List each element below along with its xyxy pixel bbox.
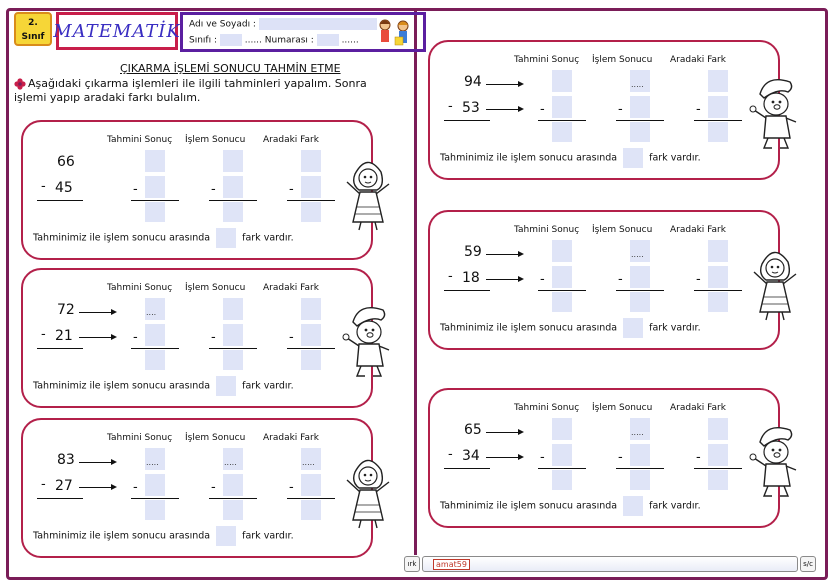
ones-digit-box[interactable]	[301, 474, 321, 496]
answer-line	[131, 348, 179, 349]
answer-box[interactable]	[630, 122, 650, 142]
bottom-toolbar	[402, 553, 822, 575]
minus-sign: -	[41, 179, 46, 194]
answer-box[interactable]	[223, 350, 243, 370]
tens-digit-box[interactable]	[552, 70, 572, 92]
ones-digit-box[interactable]	[552, 96, 572, 118]
ones-digit-box[interactable]	[301, 176, 321, 198]
subject-title-box	[53, 12, 181, 50]
answer-line	[209, 498, 257, 499]
answer-line	[287, 498, 335, 499]
minus-sign: -	[618, 102, 623, 117]
exercise-card	[428, 40, 780, 180]
answer-box[interactable]	[223, 202, 243, 222]
sentence-before: Tahminimiz ile işlem sonucu arasında	[33, 530, 211, 542]
operation-line	[444, 120, 490, 121]
minuend-number: 72	[57, 302, 75, 318]
column-header-result: İşlem Sonucu	[592, 225, 653, 235]
number-field[interactable]	[317, 34, 339, 46]
ones-digit-box[interactable]	[708, 444, 728, 466]
answer-box[interactable]	[145, 350, 165, 370]
column-header-estimate: Tahmini Sonuç	[514, 403, 580, 413]
column-header-difference: Aradaki Fark	[263, 283, 319, 293]
exercise-card	[21, 418, 373, 558]
column-header-result: İşlem Sonucu	[592, 55, 653, 65]
answer-box[interactable]	[708, 292, 728, 312]
exercise-card	[428, 210, 780, 350]
subtrahend-number: 45	[55, 180, 73, 196]
ones-digit-box[interactable]	[145, 176, 165, 198]
result-sentence	[440, 496, 701, 516]
column-header-difference: Aradaki Fark	[263, 135, 319, 145]
arrow-to-estimate	[79, 462, 115, 463]
operation-line	[444, 290, 490, 291]
minus-sign: -	[448, 99, 453, 114]
kids-icon	[373, 17, 417, 49]
answer-box[interactable]	[301, 202, 321, 222]
tens-digit-box[interactable]	[223, 150, 243, 172]
placeholder-dots: .....	[631, 428, 644, 437]
student-info-box	[180, 12, 426, 52]
ones-digit-box[interactable]	[630, 266, 650, 288]
answer-box[interactable]	[145, 500, 165, 520]
column-header-result: İşlem Sonucu	[592, 403, 653, 413]
ones-digit-box[interactable]	[552, 266, 572, 288]
column-header-difference: Aradaki Fark	[670, 403, 726, 413]
result-sentence	[440, 318, 701, 338]
column-header-estimate: Tahmini Sonuç	[107, 433, 173, 443]
answer-line	[209, 348, 257, 349]
number-label: Numarası :	[264, 35, 314, 46]
arrow-to-estimate	[486, 279, 522, 280]
answer-box[interactable]	[301, 500, 321, 520]
scroll-right-button[interactable]: s/c	[800, 556, 816, 572]
subtrahend-number: 34	[462, 448, 480, 464]
number-dots: ......	[341, 35, 359, 46]
answer-line	[616, 290, 664, 291]
minus-sign: -	[289, 330, 294, 345]
minus-sign: -	[289, 480, 294, 495]
girl-cartoon-icon	[341, 450, 393, 530]
minus-sign: -	[448, 447, 453, 462]
sentence-after: fark vardır.	[649, 152, 701, 164]
column-header-result: İşlem Sonucu	[185, 135, 246, 145]
grade-label: Sınıf	[21, 32, 45, 42]
exercise-card	[428, 388, 780, 528]
answer-box[interactable]	[145, 202, 165, 222]
instruction-line-2: işlemi yapıp aradaki farkı bulalım.	[14, 91, 201, 104]
ones-digit-box[interactable]	[145, 474, 165, 496]
ones-digit-box[interactable]	[223, 324, 243, 346]
arrow-to-estimate	[79, 312, 115, 313]
arrow-to-estimate	[79, 487, 115, 488]
girl-cartoon-icon	[748, 242, 800, 322]
column-header-estimate: Tahmini Sonuç	[514, 225, 580, 235]
ones-digit-box[interactable]	[552, 444, 572, 466]
minuend-number: 83	[57, 452, 75, 468]
minuend-number: 94	[464, 74, 482, 90]
answer-box[interactable]	[708, 470, 728, 490]
minus-sign: -	[540, 450, 545, 465]
answer-line	[131, 498, 179, 499]
grade-badge	[14, 12, 52, 46]
minus-sign: -	[618, 450, 623, 465]
sentence-after: fark vardır.	[242, 530, 294, 542]
minus-sign: -	[696, 272, 701, 287]
subtrahend-number: 53	[462, 100, 480, 116]
minus-sign: -	[211, 182, 216, 197]
difference-box[interactable]	[623, 496, 643, 516]
placeholder-dots: .....	[302, 458, 315, 467]
class-field[interactable]	[220, 34, 242, 46]
column-header-difference: Aradaki Fark	[670, 225, 726, 235]
instruction-title: ÇIKARMA İŞLEMİ SONUCU TAHMİN ETME	[120, 62, 341, 75]
result-sentence	[33, 228, 294, 248]
answer-line	[209, 200, 257, 201]
minus-sign: -	[41, 477, 46, 492]
sentence-before: Tahminimiz ile işlem sonucu arasında	[33, 380, 211, 392]
column-header-estimate: Tahmini Sonuç	[107, 135, 173, 145]
tens-digit-box[interactable]	[552, 240, 572, 262]
column-header-result: İşlem Sonucu	[185, 433, 246, 443]
operation-line	[37, 348, 83, 349]
arrow-to-estimate	[486, 457, 522, 458]
instruction-text	[14, 77, 404, 105]
difference-box[interactable]	[216, 228, 236, 248]
sentence-after: fark vardır.	[242, 232, 294, 244]
subtrahend-number: 21	[55, 328, 73, 344]
girl-cartoon-icon	[341, 152, 393, 232]
column-header-estimate: Tahmini Sonuç	[514, 55, 580, 65]
answer-box[interactable]	[708, 122, 728, 142]
placeholder-dots: .....	[224, 458, 237, 467]
name-field[interactable]	[259, 18, 377, 30]
answer-line	[616, 468, 664, 469]
minuend-number: 65	[464, 422, 482, 438]
minus-sign: -	[289, 182, 294, 197]
minus-sign: -	[133, 182, 138, 197]
result-sentence	[33, 526, 294, 546]
scroll-left-button[interactable]: ırk	[404, 556, 420, 572]
arrow-to-estimate	[486, 432, 522, 433]
placeholder-dots: .....	[146, 458, 159, 467]
answer-line	[538, 468, 586, 469]
ones-digit-box[interactable]	[708, 96, 728, 118]
class-number-row	[189, 34, 359, 46]
grade-number: 2.	[28, 18, 38, 28]
operation-line	[37, 498, 83, 499]
answer-line	[694, 290, 742, 291]
ones-digit-box[interactable]	[223, 176, 243, 198]
minus-sign: -	[618, 272, 623, 287]
ones-digit-box[interactable]	[630, 96, 650, 118]
sheet-tab-bar	[422, 556, 798, 572]
minus-sign: -	[133, 330, 138, 345]
arrow-to-estimate	[486, 254, 522, 255]
sentence-before: Tahminimiz ile işlem sonucu arasında	[440, 322, 618, 334]
difference-box[interactable]	[216, 376, 236, 396]
placeholder-dots: .....	[631, 80, 644, 89]
operation-line	[444, 468, 490, 469]
ones-digit-box[interactable]	[708, 266, 728, 288]
placeholder-dots: ....	[146, 308, 157, 317]
minus-sign: -	[41, 327, 46, 342]
arrow-to-estimate	[486, 84, 522, 85]
tens-digit-box[interactable]	[552, 418, 572, 440]
sentence-before: Tahminimiz ile işlem sonucu arasında	[33, 232, 211, 244]
answer-box[interactable]	[552, 122, 572, 142]
answer-line	[287, 348, 335, 349]
minus-sign: -	[133, 480, 138, 495]
sheet-tab[interactable]: amat59	[433, 559, 470, 570]
ones-digit-box[interactable]	[301, 324, 321, 346]
column-header-result: İşlem Sonucu	[185, 283, 246, 293]
subject-title: MATEMATİK	[53, 20, 181, 42]
minus-sign: -	[696, 450, 701, 465]
smurf-cartoon-icon	[341, 300, 393, 380]
placeholder-dots: .....	[631, 250, 644, 259]
ones-digit-box[interactable]	[223, 474, 243, 496]
tens-digit-box[interactable]	[223, 298, 243, 320]
minus-sign: -	[211, 330, 216, 345]
answer-box[interactable]	[552, 292, 572, 312]
tens-digit-box[interactable]	[301, 150, 321, 172]
sentence-after: fark vardır.	[649, 500, 701, 512]
difference-box[interactable]	[623, 318, 643, 338]
sentence-before: Tahminimiz ile işlem sonucu arasında	[440, 500, 618, 512]
tens-digit-box[interactable]	[708, 70, 728, 92]
subtrahend-number: 27	[55, 478, 73, 494]
result-sentence	[33, 376, 294, 396]
column-divider	[414, 10, 417, 555]
difference-box[interactable]	[623, 148, 643, 168]
flower-icon	[14, 78, 26, 90]
minus-sign: -	[696, 102, 701, 117]
column-header-difference: Aradaki Fark	[670, 55, 726, 65]
name-row	[189, 18, 377, 30]
answer-line	[616, 120, 664, 121]
class-dots: ......	[244, 35, 262, 46]
answer-line	[538, 120, 586, 121]
answer-box[interactable]	[552, 470, 572, 490]
name-label: Adı ve Soyadı :	[189, 19, 256, 30]
minuend-number: 66	[57, 154, 75, 170]
smurf-cartoon-icon	[748, 420, 800, 500]
minuend-number: 59	[464, 244, 482, 260]
ones-digit-box[interactable]	[630, 444, 650, 466]
exercise-card	[21, 268, 373, 408]
column-header-difference: Aradaki Fark	[263, 433, 319, 443]
exercise-card	[21, 120, 373, 260]
ones-digit-box[interactable]	[145, 324, 165, 346]
minus-sign: -	[540, 102, 545, 117]
answer-box[interactable]	[630, 292, 650, 312]
subtrahend-number: 18	[462, 270, 480, 286]
answer-box[interactable]	[630, 470, 650, 490]
answer-line	[131, 200, 179, 201]
difference-box[interactable]	[216, 526, 236, 546]
column-header-estimate: Tahmini Sonuç	[107, 283, 173, 293]
sentence-after: fark vardır.	[242, 380, 294, 392]
tens-digit-box[interactable]	[301, 298, 321, 320]
answer-line	[694, 468, 742, 469]
tens-digit-box[interactable]	[145, 150, 165, 172]
sentence-after: fark vardır.	[649, 322, 701, 334]
minus-sign: -	[448, 269, 453, 284]
class-label: Sınıfı :	[189, 35, 217, 46]
operation-line	[37, 200, 83, 201]
answer-line	[538, 290, 586, 291]
tens-digit-box[interactable]	[708, 240, 728, 262]
smurf-cartoon-icon	[748, 72, 800, 152]
result-sentence	[440, 148, 701, 168]
tens-digit-box[interactable]	[708, 418, 728, 440]
arrow-to-estimate	[79, 337, 115, 338]
arrow-to-estimate	[486, 109, 522, 110]
answer-line	[694, 120, 742, 121]
minus-sign: -	[211, 480, 216, 495]
answer-line	[287, 200, 335, 201]
answer-box[interactable]	[223, 500, 243, 520]
minus-sign: -	[540, 272, 545, 287]
sentence-before: Tahminimiz ile işlem sonucu arasında	[440, 152, 618, 164]
instruction-line-1: Aşağıdaki çıkarma işlemleri ile ilgili tahminleri yapalım. Sonra	[28, 77, 367, 90]
answer-box[interactable]	[301, 350, 321, 370]
